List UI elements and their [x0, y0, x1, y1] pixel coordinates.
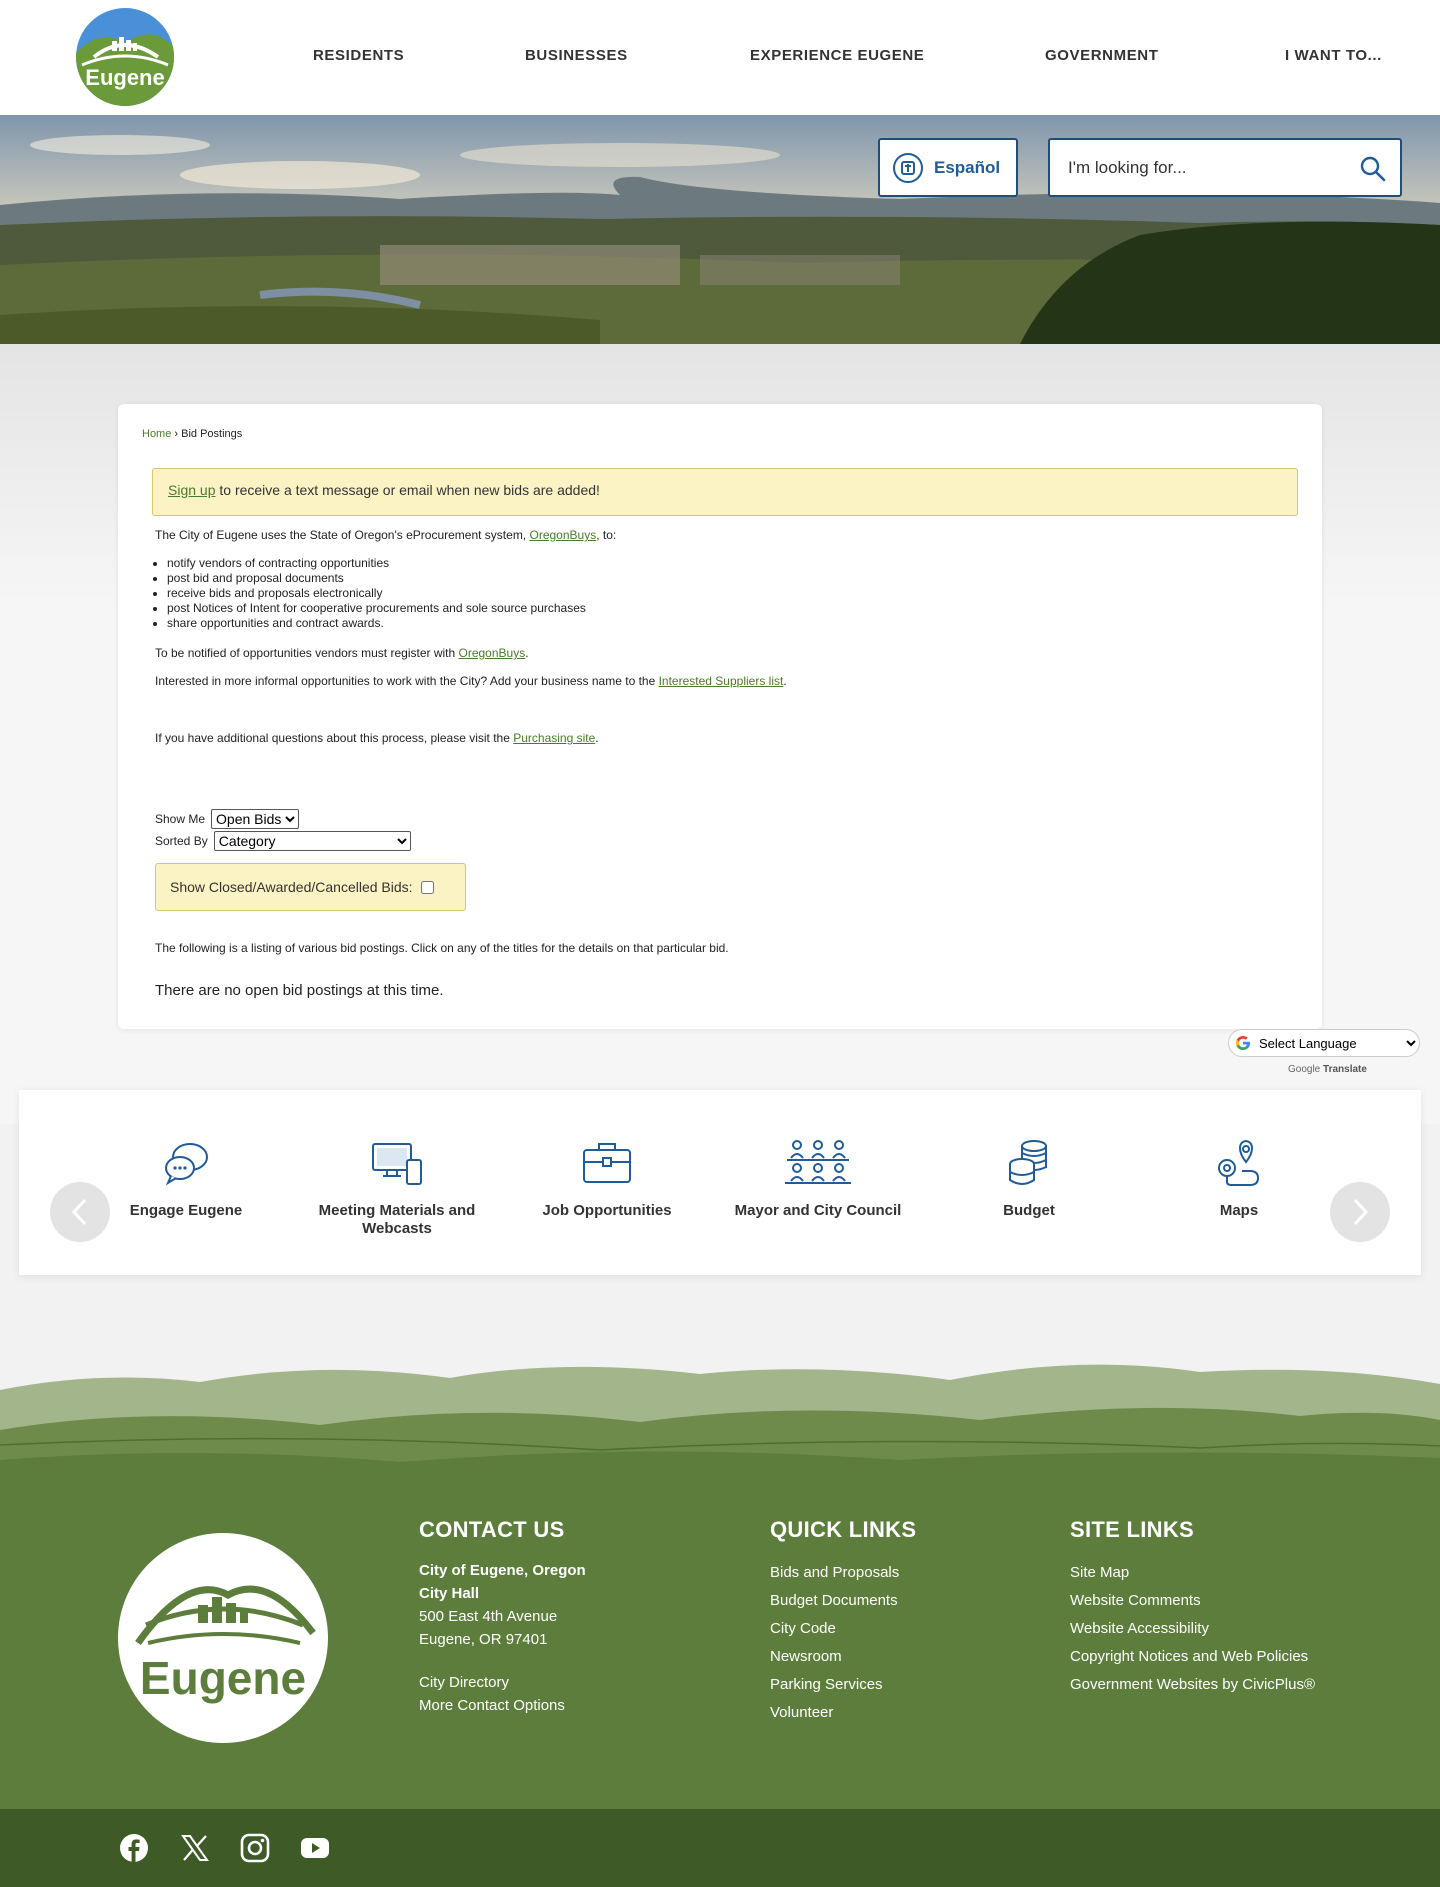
show-closed-box: [155, 863, 466, 911]
coins-icon: [1006, 1138, 1052, 1188]
briefcase-icon: [581, 1138, 633, 1188]
quick-link-engage-eugene[interactable]: [101, 1138, 271, 1220]
footer-hills-illustration: [0, 1350, 1440, 1510]
footer-contact-column: [419, 1517, 586, 1717]
footer-link-parking-services[interactable]: Parking Services: [770, 1676, 883, 1693]
footer-quick-links-column: [770, 1517, 916, 1727]
contact-address-line1: 500 East 4th Avenue: [419, 1608, 558, 1625]
social-bar: [0, 1809, 1440, 1887]
register-paragraph: [155, 646, 529, 660]
quick-link-label: Meeting Materials and Webcasts: [318, 1202, 476, 1237]
purchasing-site-link[interactable]: Purchasing site: [513, 731, 596, 745]
oregonbuys-link-2[interactable]: OregonBuys: [458, 646, 526, 660]
footer-site-links-column: [1070, 1517, 1315, 1699]
nav-businesses[interactable]: BUSINESSES: [525, 47, 628, 64]
bullet-list: [155, 556, 586, 631]
list-item: • post Notices of Intent for cooperative procurements and sole source purchases: [167, 601, 586, 616]
listing-text: The following is a listing of various bid postings. Click on any of the titles for the details on that particular bid.: [155, 941, 729, 955]
quick-link-label: Budget: [1003, 1202, 1055, 1219]
google-icon: [1235, 1035, 1251, 1051]
signup-notice: [152, 468, 1298, 516]
contact-org: City of Eugene, Oregon: [419, 1562, 586, 1579]
map-pin-icon: [1214, 1138, 1264, 1188]
contact-address-line2: Eugene, OR 97401: [419, 1631, 548, 1648]
chat-bubbles-icon: [161, 1138, 211, 1188]
breadcrumb-home[interactable]: Home: [142, 428, 172, 440]
questions-text-end: .: [595, 731, 599, 745]
register-text-end: .: [525, 646, 529, 660]
footer-link-city-code[interactable]: City Code: [770, 1620, 836, 1637]
oregonbuys-link-1[interactable]: OregonBuys: [529, 528, 597, 542]
sorted-by-select[interactable]: [214, 831, 411, 851]
quick-link-job-opportunities[interactable]: [522, 1138, 692, 1220]
translate-icon: [892, 152, 924, 184]
breadcrumb-separator: ›: [174, 428, 179, 440]
instagram-icon[interactable]: [240, 1833, 270, 1863]
informal-paragraph: [155, 674, 787, 688]
intro-text-end: , to:: [596, 528, 617, 542]
footer-link-website-accessibility[interactable]: Website Accessibility: [1070, 1620, 1209, 1637]
nav-residents[interactable]: RESIDENTS: [313, 47, 405, 64]
quick-link-label: Mayor and City Council: [734, 1202, 902, 1219]
show-me-label: Show Me: [155, 812, 206, 826]
signup-link[interactable]: Sign up: [168, 482, 216, 498]
powered-by-google: [1288, 1064, 1367, 1075]
footer-link-copyright-notices[interactable]: Copyright Notices and Web Policies: [1070, 1648, 1309, 1665]
list-item: • share opportunities and contract awards.: [167, 616, 586, 631]
quick-link-mayor-council[interactable]: [733, 1138, 903, 1220]
intro-text: The City of Eugene uses the State of Oregon's eProcurement system,: [155, 528, 530, 542]
contact-building: City Hall: [419, 1585, 480, 1602]
footer-link-website-comments[interactable]: Website Comments: [1070, 1592, 1201, 1609]
chevron-left-icon: [69, 1197, 91, 1227]
espanol-button[interactable]: [878, 138, 1018, 197]
register-text: To be notified of opportunities vendors must register with: [155, 646, 459, 660]
list-item: • post bid and proposal documents: [167, 571, 586, 586]
x-icon[interactable]: [180, 1833, 210, 1863]
quick-link-meeting-materials[interactable]: [312, 1138, 482, 1238]
chevron-right-icon: [1349, 1197, 1371, 1227]
sorted-by-row: [155, 831, 411, 851]
signup-text: to receive a text message or email when new bids are added!: [215, 482, 600, 498]
show-me-row: [155, 809, 299, 829]
google-wordmark: Google: [1288, 1064, 1321, 1075]
espanol-label: Español: [934, 157, 1001, 177]
council-icon: [783, 1138, 853, 1188]
breadcrumb-current: Bid Postings: [181, 428, 243, 440]
city-directory-link[interactable]: City Directory: [419, 1674, 510, 1691]
footer-link-newsroom[interactable]: Newsroom: [770, 1648, 842, 1665]
show-closed-checkbox[interactable]: [421, 881, 434, 894]
nav-i-want-to[interactable]: I WANT TO...: [1285, 47, 1382, 64]
intro-paragraph: [155, 528, 616, 542]
no-bids-message: There are no open bid postings at this time.: [155, 982, 444, 999]
carousel-next-button[interactable]: [1330, 1182, 1390, 1242]
quick-link-label: Engage Eugene: [129, 1202, 243, 1219]
translate-link[interactable]: Translate: [1323, 1064, 1367, 1075]
informal-text-end: .: [783, 674, 787, 688]
show-closed-label: Show Closed/Awarded/Cancelled Bids:: [170, 879, 413, 895]
more-contact-options-link[interactable]: More Contact Options: [419, 1697, 565, 1714]
list-item: • notify vendors of contracting opportunities: [167, 556, 586, 571]
footer: [0, 1505, 1440, 1809]
quick-links-heading: QUICK LINKS: [770, 1517, 917, 1542]
eugene-logo[interactable]: [74, 7, 176, 107]
language-select[interactable]: [1228, 1029, 1420, 1057]
interested-suppliers-link[interactable]: Interested Suppliers list: [658, 674, 784, 688]
quick-links-carousel: [19, 1090, 1421, 1275]
footer-link-site-map[interactable]: Site Map: [1070, 1564, 1130, 1581]
quick-link-maps[interactable]: [1154, 1138, 1324, 1220]
questions-paragraph: [155, 731, 599, 745]
quick-link-label: Job Opportunities: [542, 1202, 672, 1219]
search-input[interactable]: [1068, 154, 1348, 182]
devices-icon: [369, 1138, 425, 1188]
youtube-icon[interactable]: [300, 1833, 330, 1863]
list-item: • receive bids and proposals electronically: [167, 586, 586, 601]
show-me-select[interactable]: [211, 809, 299, 829]
footer-link-budget-documents[interactable]: Budget Documents: [770, 1592, 898, 1609]
nav-experience-eugene[interactable]: EXPERIENCE EUGENE: [750, 47, 925, 64]
footer-logo[interactable]: [118, 1533, 328, 1743]
footer-link-bids-proposals[interactable]: Bids and Proposals: [770, 1564, 900, 1581]
footer-link-civicplus[interactable]: Government Websites by CivicPlus®: [1070, 1676, 1316, 1693]
facebook-icon[interactable]: [119, 1833, 149, 1863]
quick-link-budget[interactable]: [944, 1138, 1114, 1220]
questions-text: If you have additional questions about this process, please visit the: [155, 731, 514, 745]
site-links-heading: SITE LINKS: [1070, 1517, 1195, 1542]
footer-link-volunteer[interactable]: Volunteer: [770, 1704, 834, 1721]
breadcrumb: [142, 428, 242, 440]
footer-logo-wordmark: Eugene: [139, 1652, 307, 1704]
sorted-by-label: Sorted By: [155, 834, 208, 848]
quick-link-label: Maps: [1219, 1202, 1259, 1219]
search-icon[interactable]: [1360, 156, 1386, 182]
nav-government[interactable]: GOVERNMENT: [1045, 47, 1159, 64]
informal-text: Interested in more informal opportunities to work with the City? Add your business name to the: [155, 674, 659, 688]
logo-wordmark: Eugene: [85, 65, 165, 90]
site-search: [1048, 138, 1402, 197]
google-translate-widget: [1228, 1029, 1420, 1075]
contact-heading: CONTACT US: [419, 1517, 565, 1542]
content-card: [118, 404, 1322, 1029]
top-navigation: [0, 0, 1440, 115]
